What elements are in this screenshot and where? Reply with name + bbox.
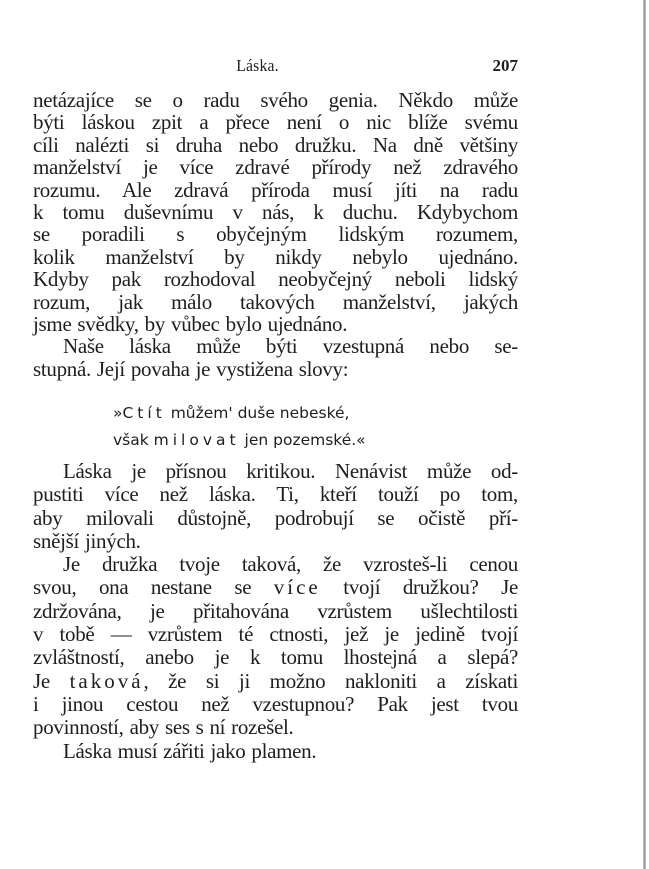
text-line: manželství je více zdravé přírody než zdravého: [33, 155, 518, 180]
text-line: Láska je přísnou kritikou. Nenávist může od-: [63, 459, 518, 483]
verse-text: můžem' duše nebeské,: [165, 404, 350, 422]
text-line: k tomu duševnímu v nás, k duchu. Kdybychom: [33, 199, 518, 224]
text-line: v tobě — vzrůstem té ctnosti, jež je jedině tvojí: [33, 622, 518, 647]
text-segment: Je: [33, 668, 70, 693]
text-line: se poradili s obyčejným lidským rozumem,: [33, 222, 518, 247]
text-line: [33, 670, 518, 693]
verse-text: však: [113, 431, 154, 449]
page-edge: [643, 0, 646, 869]
text-line: jsme svědky, by vůbec bylo ujednáno.: [33, 311, 348, 336]
text-line: cíli nalézti si druha nebo družku. Na dně většiny: [33, 132, 518, 157]
running-title: Láska.: [236, 56, 279, 75]
spaced-emphasis: více: [273, 575, 321, 600]
text-line: aby milovali důstojně, podrobují se očistě pří-: [33, 505, 518, 530]
text-line: rozumu. Ale zdravá příroda musí jíti na radu: [33, 177, 518, 202]
spaced-emphasis: taková: [69, 668, 144, 693]
open-quote: »: [113, 404, 123, 422]
text-line: povinností, aby ses s ní rozešel.: [33, 715, 294, 740]
paragraph-block-1: [33, 89, 518, 380]
text-line: Láska musí zářiti jako plamen.: [63, 738, 317, 763]
verse-line-1: [113, 400, 433, 427]
text-line: netázajíce se o radu svého genia. Někdo může: [33, 88, 518, 112]
spaced-emphasis: Ctít: [122, 404, 166, 422]
text-line: Naše láska může býti vzestupná nebo se-: [63, 334, 518, 359]
verse-text: jen pozemské.«: [239, 431, 366, 449]
text-line: Je družka tvoje taková, že vzrosteš-li cenou: [63, 552, 518, 577]
text-line: snější jiných.: [33, 528, 141, 553]
spaced-emphasis: milovat: [153, 431, 240, 449]
text-line: stupná. Její povaha je vystižena slovy:: [33, 356, 349, 381]
text-line: zdržována, je přitahována vzrůstem ušlechtilosti: [33, 598, 518, 623]
text-line: i jinou cestou než vzestupnou? Pak jest tvou: [33, 691, 518, 716]
text-line: pustiti více než láska. Ti, kteří touží po tom,: [33, 482, 518, 507]
text-segment: tvojí družkou? Je: [320, 575, 518, 600]
text-line: zvláštností, anebo je k tomu lhostejná a slepá?: [33, 645, 518, 670]
text-line: Kdyby pak rozhodoval neobyčejný neboli lidský: [33, 267, 518, 292]
text-segment: , že si ji možno nakloniti a získati: [143, 668, 518, 693]
text-line: rozum, jak málo takových manželství, jakých: [33, 289, 518, 314]
text-line: kolik manželství by nikdy nebylo ujednáno.: [33, 244, 518, 269]
paragraph-block-2: [33, 460, 518, 763]
text-segment: svou, ona nestane se: [33, 575, 274, 600]
text-line: býti láskou zpit a přece není o nic blíže svému: [33, 110, 518, 135]
page-number: 207: [492, 56, 518, 75]
running-header: [33, 56, 518, 82]
verse-line-2: [113, 427, 433, 454]
verse-quote: [113, 400, 433, 454]
text-line: [33, 576, 518, 599]
